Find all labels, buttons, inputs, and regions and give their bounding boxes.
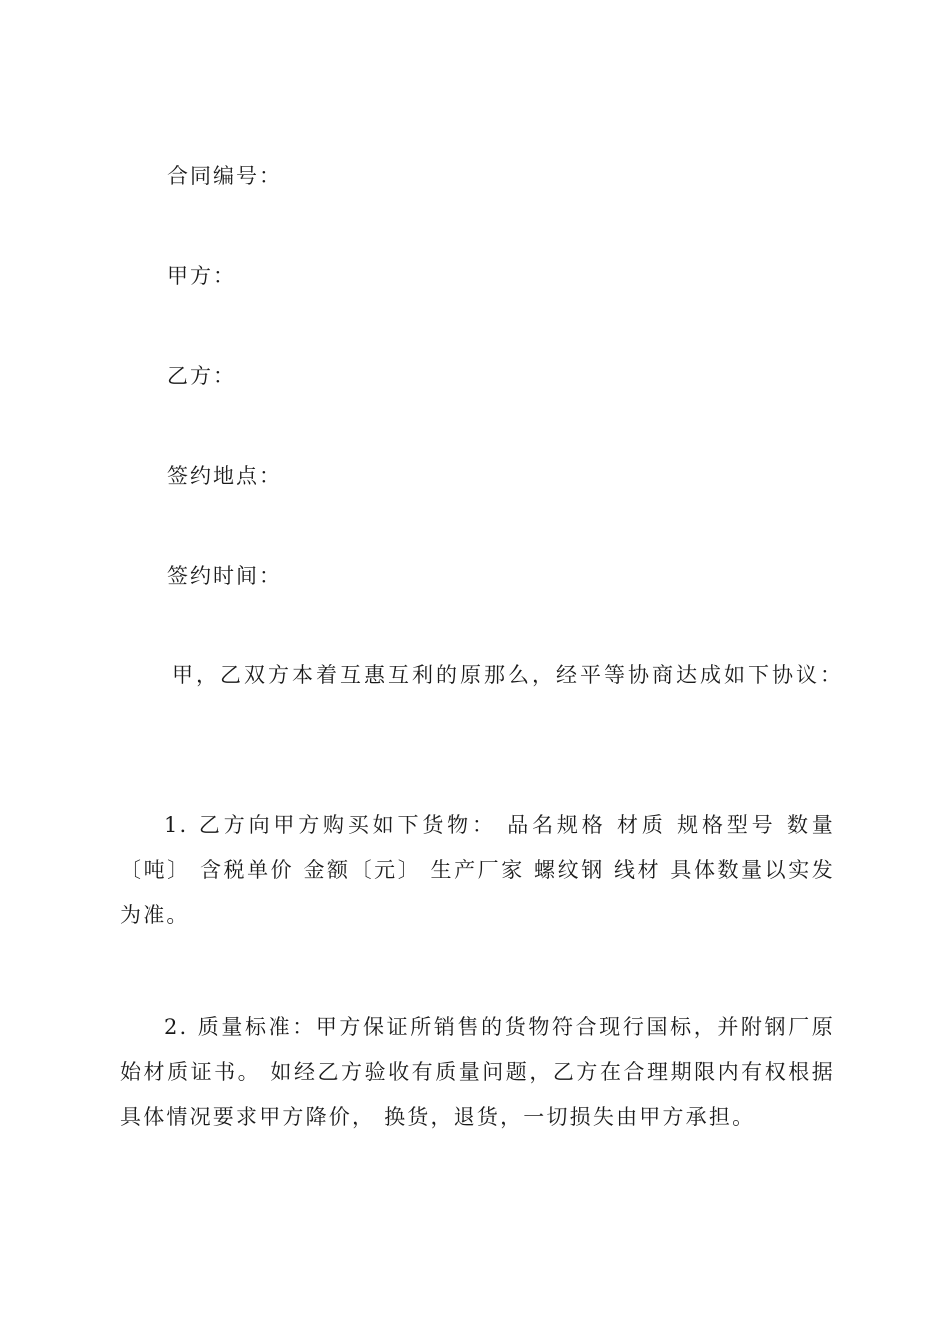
party-b-label: 乙方： (167, 364, 236, 388)
signing-time-label: 签约时间： (167, 564, 282, 588)
party-a-label: 甲方： (167, 264, 236, 288)
signing-place-label: 签约地点： (167, 464, 282, 488)
clause-2-quality: 2. 质量标准：甲方保证所销售的货物符合现行国标，并附钢厂原始材质证书。 如经乙方验收有质量问题，乙方在合理期限内有权根据具体情况要求甲方降价， 换货，退货，一切损失由甲方承担。 (120, 1015, 835, 1129)
contract-number-label: 合同编号： (167, 164, 282, 188)
agreement-intro: 甲，乙双方本着互惠互利的原那么，经平等协商达成如下协议： (172, 663, 844, 687)
clause-1-goods: 1. 乙方向甲方购买如下货物： 品名规格 材质 规格型号 数量〔吨〕 含税单价 金额〔元〕 生产厂家 螺纹钢 线材 具体数量以实发为准。 (120, 813, 835, 927)
